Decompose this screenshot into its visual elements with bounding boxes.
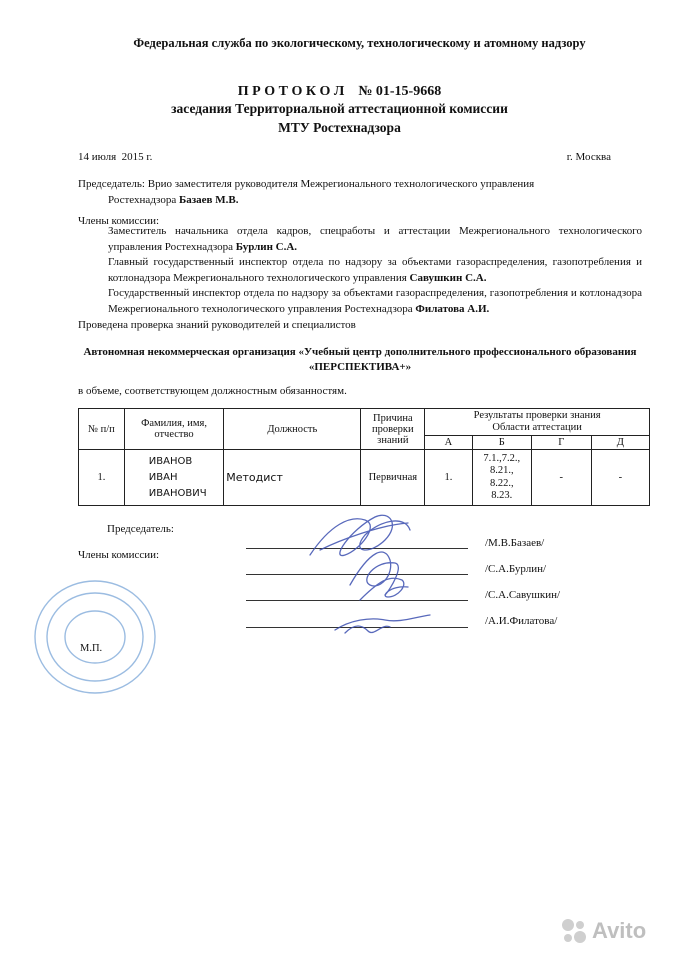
signature-name-member-3: /А.И.Филатова/ — [485, 615, 558, 627]
member-2 — [108, 255, 642, 286]
scope-text: в объеме, соответствующем должностным обязанностям. — [78, 385, 347, 397]
protocol-subtitle: заседания Территориальной аттестационной комиссии — [171, 101, 508, 116]
members-list — [108, 224, 642, 317]
avito-logo-icon — [560, 917, 588, 945]
header-num: № п/п — [79, 409, 125, 450]
header-d: Д — [591, 436, 649, 450]
chair-text: Председатель: Врио заместителя руководителя Межрегионального технологического управления — [78, 178, 535, 190]
table-header-row — [79, 409, 650, 436]
row-b-4: 8.23. — [491, 490, 513, 501]
stamp-outer-ring — [35, 581, 155, 693]
signature-members-label: Члены комиссии: — [78, 549, 160, 561]
row-patronymic: ИВАНОВИЧ — [148, 487, 207, 499]
watermark — [560, 917, 646, 945]
row-firstname: ИВАН — [148, 471, 178, 483]
watermark-text: Avito — [592, 918, 647, 943]
protocol-authority: МТУ Ростехнадзора — [278, 120, 401, 135]
header-b: Б — [472, 436, 531, 450]
row-d: - — [591, 450, 649, 506]
member-3 — [108, 286, 642, 317]
members-label: Члены комиссии: — [78, 215, 160, 227]
protocol-title: П Р О Т О К О Л № 01-15-9668 — [237, 84, 442, 99]
handwritten-signatures — [290, 505, 440, 645]
row-num: 1. — [79, 450, 125, 506]
row-fullname — [124, 450, 223, 506]
row-a: 1. — [425, 450, 472, 506]
check-text: Проведена проверка знаний руководителей и специалистов — [78, 319, 356, 331]
member-3-name: Филатова А.И. — [415, 302, 490, 315]
member-3-text: Государственный инспектор отдела по надзору за объектами газораспределения, газопотребления и котлонадзора Межрегионального технологического управления Ростехнадзора — [108, 287, 642, 315]
row-reason: Первичная — [361, 450, 425, 506]
chair-text-cont: Ростехнадзора — [108, 193, 179, 206]
header-results-title: Результаты проверки знания — [473, 410, 601, 421]
header-name: Фамилия, имя, отчество — [124, 409, 223, 450]
stamp-center-ring — [65, 611, 125, 663]
signature-chair-label: Председатель: — [107, 523, 174, 535]
header-reason: Причина проверки знаний — [361, 409, 425, 450]
signature-name-chair: /М.В.Базаев/ — [485, 537, 545, 549]
protocol-city: г. Москва — [566, 151, 611, 163]
header-results — [425, 409, 650, 436]
row-b-2: 8.21., — [489, 465, 514, 476]
results-table — [78, 408, 650, 506]
stamp-mark: М.П. — [80, 643, 103, 654]
agency-name: Федеральная служба по экологическому, технологическому и атомному надзору — [133, 36, 586, 50]
signature-member-1-stroke — [350, 552, 398, 595]
header-position: Должность — [224, 409, 361, 450]
signature-name-member-2: /С.А.Савушкин/ — [485, 589, 561, 601]
row-b-3: 8.22., — [489, 477, 514, 489]
member-2-text: Главный государственный инспектор отдела по надзору за объектами газораспределения, газопотребления и котлонадзора Межрегионального технологического управления — [108, 256, 642, 284]
member-2-name: Савушкин С.А. — [409, 271, 487, 284]
row-b-1: 7.1.,7.2., — [483, 452, 521, 464]
chair-name: Базаев М.В. — [178, 193, 239, 206]
row-g: - — [531, 450, 591, 506]
row-b — [472, 450, 531, 506]
header-areas-title: Области аттестации — [492, 422, 582, 433]
table-row — [79, 450, 650, 506]
official-stamp — [30, 576, 160, 698]
stamp-inner-ring — [47, 593, 143, 681]
chair-section — [78, 177, 548, 208]
row-surname: ИВАНОВ — [148, 455, 193, 467]
signature-member-3-loop — [345, 626, 390, 633]
row-position: Методист — [224, 450, 361, 506]
member-1 — [108, 224, 642, 255]
header-a: А — [425, 436, 472, 450]
protocol-date: 14 июля 2015 г. — [78, 151, 153, 163]
member-1-name: Бурлин С.А. — [235, 240, 298, 253]
member-1-text: Заместитель начальника отдела кадров, спецработы и аттестации Межрегионального технологического управления Ростехнадзора — [108, 225, 642, 253]
header-g: Г — [531, 436, 591, 450]
signature-name-member-1: /С.А.Бурлин/ — [485, 563, 547, 575]
signature-chair-stroke — [310, 515, 410, 555]
organization-name: Автономная некоммерческая организация «Учебный центр дополнительного профессионального образования «ПЕРСПЕКТИВА+» — [83, 346, 637, 373]
chair-text-2 — [78, 193, 548, 209]
